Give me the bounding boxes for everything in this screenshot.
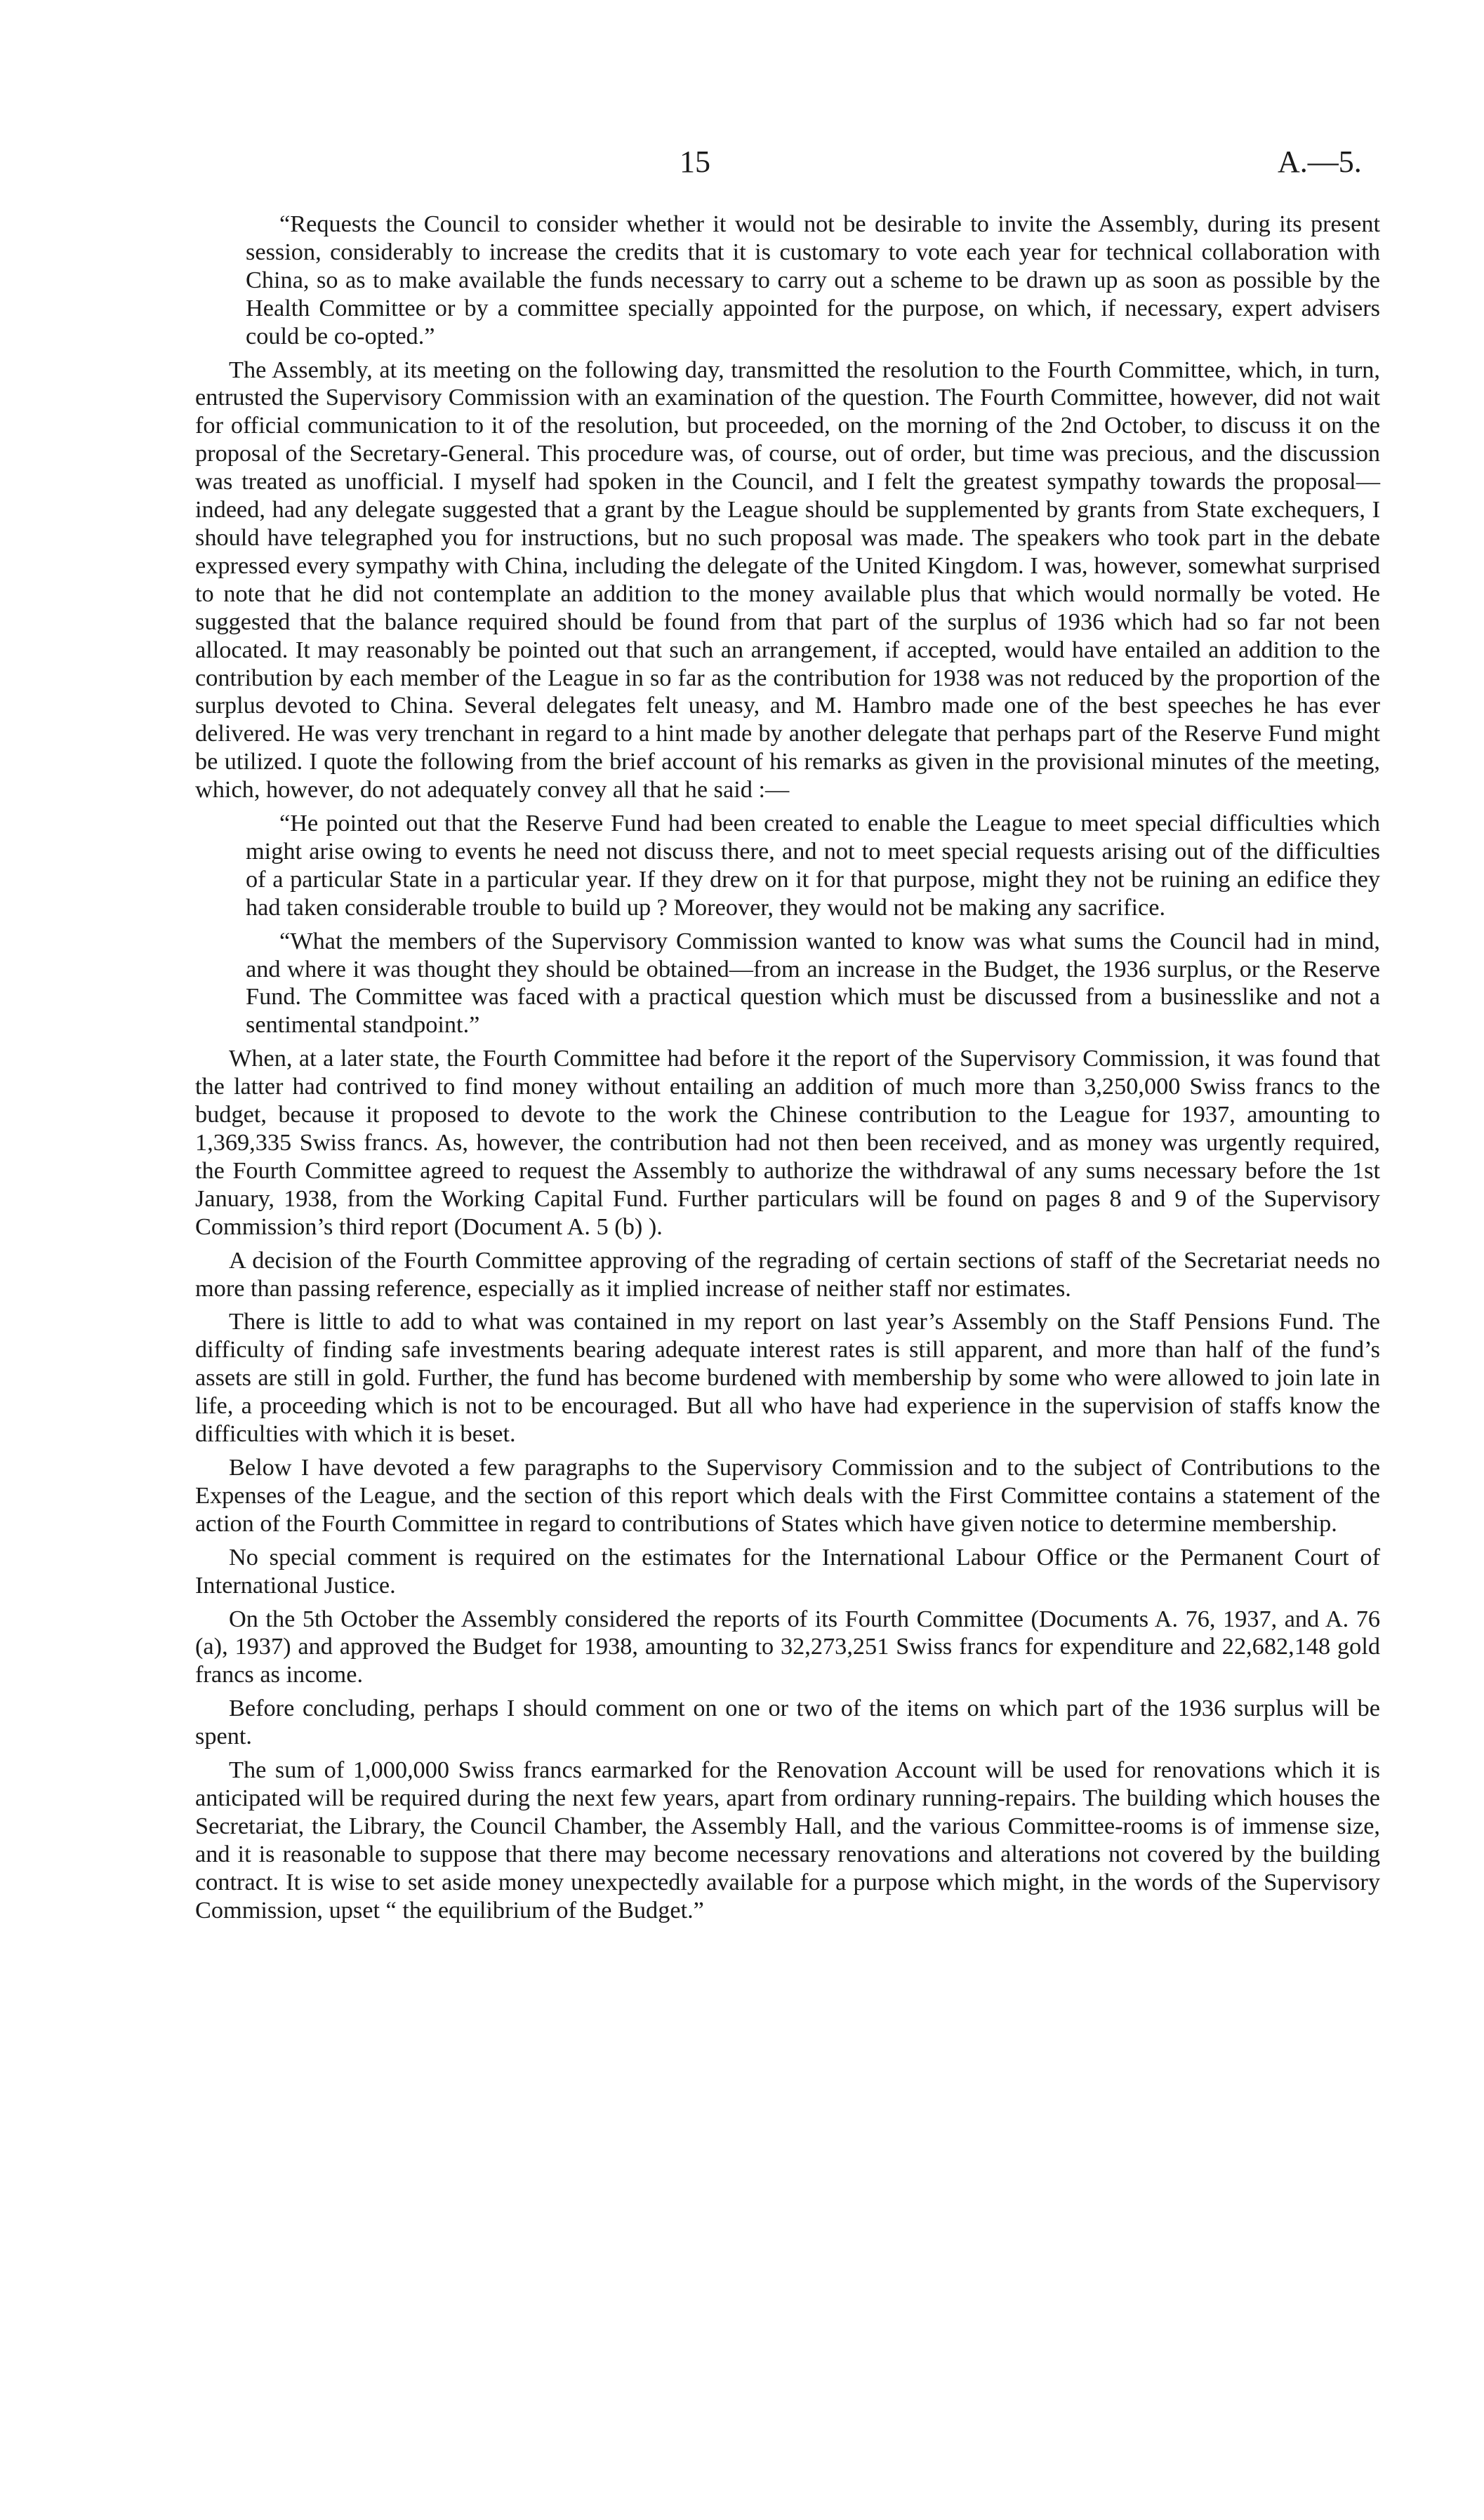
body-text xyxy=(195,211,1380,1930)
paragraph-before-concluding: Before concluding, perhaps I should comment on one or two of the items on which part of the 1936 surplus will be spent. xyxy=(195,1695,1380,1750)
paragraph-fourth-committee-report: When, at a later state, the Fourth Committee had before it the report of the Supervisory Commission, it was found that the latter had contrived to find money without entailing an addition of much more than 3,250,000 Swiss francs to the budget, because it proposed to devote to the work the Chinese contribution to the League for 1937, amounting to 1,369,335 Swiss francs. As, however, the contribution had not then been received, and as money was urgently required, the Fourth Committee agreed to request the Assembly to authorize the withdrawal of any sums necessary before the 1st January, 1938, from the Working Capital Fund. Further particulars will be found on pages 8 and 9 of the Supervisory Commission’s third report (Document A. 5 (b) ). xyxy=(195,1045,1380,1240)
paragraph-budget-approval: On the 5th October the Assembly considered the reports of its Fourth Committee (Documents A. 76, 1937, and A. 76 (a), 1937) and approved the Budget for 1938, amounting to 32,273,251 Swiss francs for expenditure and 22,682,148 gold francs as income. xyxy=(195,1605,1380,1688)
quoted-resolution: “Requests the Council to consider whether it would not be desirable to invite the Assembly, during its present session, considerably to increase the credits that it is customary to vote each year for technical collaboration with China, so as to make available the funds necessary to carry out a scheme to be drawn up as soon as possible by the Health Committee or by a committee specially appointed for the purpose, on which, if necessary, expert advisers could be co-opted.” xyxy=(246,211,1380,349)
paragraph-assembly-transmission: The Assembly, at its meeting on the following day, transmitted the resolution to the Fourth Committee, which, in turn, entrusted the Supervisory Commission with an examination of the question. The Fourth Committee, however, did not wait for official communication to it of the resolution, but proceeded, on the morning of the 2nd October, to discuss it on the proposal of the Secretary-General. This procedure was, of course, out of order, but time was precious, and the discussion was treated as unofficial. I myself had spoken in the Council, and I felt the greatest sympathy towards the proposal—indeed, had any delegate suggested that a grant by the League should be supplemented by grants from State exchequers, I should have telegraphed you for instructions, but no such proposal was made. The speakers who took part in the debate expressed every sympathy with China, including the delegate of the United Kingdom. I was, however, somewhat surprised to note that he did not contemplate an addition to the money available plus that which would normally be voted. He suggested that the balance required should be found from that part of the surplus of 1936 which had so far not been allocated. It may reasonably be pointed out that such an arrangement, if accepted, would have entailed an addition to the contribution by each member of the League in so far as the contribution for 1938 was not reduced by the proportion of the surplus devoted to China. Several delegates felt uneasy, and M. Hambro made one of the best speeches he has ever delivered. He was very trenchant in regard to a hint made by another delegate that perhaps part of the Reserve Fund might be utilized. I quote the following from the brief account of his remarks as given in the provisional minutes of the meeting, which, however, do not adequately convey all that he said :— xyxy=(195,356,1380,804)
quoted-hambro-remarks: “He pointed out that the Reserve Fund had been created to enable the League to meet special difficulties which might arise owing to events he need not discuss there, and not to meet special requests arising out of the difficulties of a particular State in a particular year. If they drew on it for that purpose, might they not be ruining an edifice they had taken considerable trouble to build up ? Moreover, they would not be making any sacrifice. xyxy=(246,810,1380,921)
paragraph-contributions: Below I have devoted a few paragraphs to the Supervisory Commission and to the subject of Contributions to the Expenses of the League, and the section of this report which deals with the First Committee contains a statement of the action of the Fourth Committee in regard to contributions of States which have given notice to determine membership. xyxy=(195,1453,1380,1537)
page-header xyxy=(0,144,1484,186)
paragraph-renovation-account: The sum of 1,000,000 Swiss francs earmarked for the Renovation Account will be used for renovations which it is anticipated will be required during the next few years, apart from ordinary running-repairs. The building which houses the Secretariat, the Library, the Council Chamber, the Assembly Hall, and the various Committee-rooms is of immense size, and it is reasonable to suppose that there may become necessary renovations and alterations not covered by the building contract. It is wise to set aside money unexpectedly available for a purpose which might, in the words of the Supervisory Commission, upset “ the equilibrium of the Budget.” xyxy=(195,1756,1380,1924)
paragraph-staff-pensions-fund: There is little to add to what was contained in my report on last year’s Assembly on the Staff Pensions Fund. The difficulty of finding safe investments bearing adequate interest rates is still apparent, and more than half of the fund’s assets are still in gold. Further, the fund has become burdened with membership by some who were allowed to join late in life, a proceeding which is not to be encouraged. But all who have had experience in the supervision of staffs know the difficulties with which it is beset. xyxy=(195,1308,1380,1448)
quoted-supervisory-commission: “What the members of the Supervisory Commission wanted to know was what sums the Council had in mind, and where it was thought they should be obtained—from an increase in the Budget, the 1936 surplus, or the Reserve Fund. The Committee was faced with a practical question which must be discussed from a businesslike and not a sentimental standpoint.” xyxy=(246,927,1380,1039)
paragraph-regrading-staff: A decision of the Fourth Committee approving of the regrading of certain sections of staff of the Secretariat needs no more than passing reference, especially as it implied increase of neither staff nor estimates. xyxy=(195,1246,1380,1302)
document-reference: A.—5. xyxy=(1278,145,1362,179)
paragraph-ilo-court-estimates: No special comment is required on the estimates for the International Labour Office or the Permanent Court of International Justice. xyxy=(195,1543,1380,1599)
page-number: 15 xyxy=(680,145,710,179)
